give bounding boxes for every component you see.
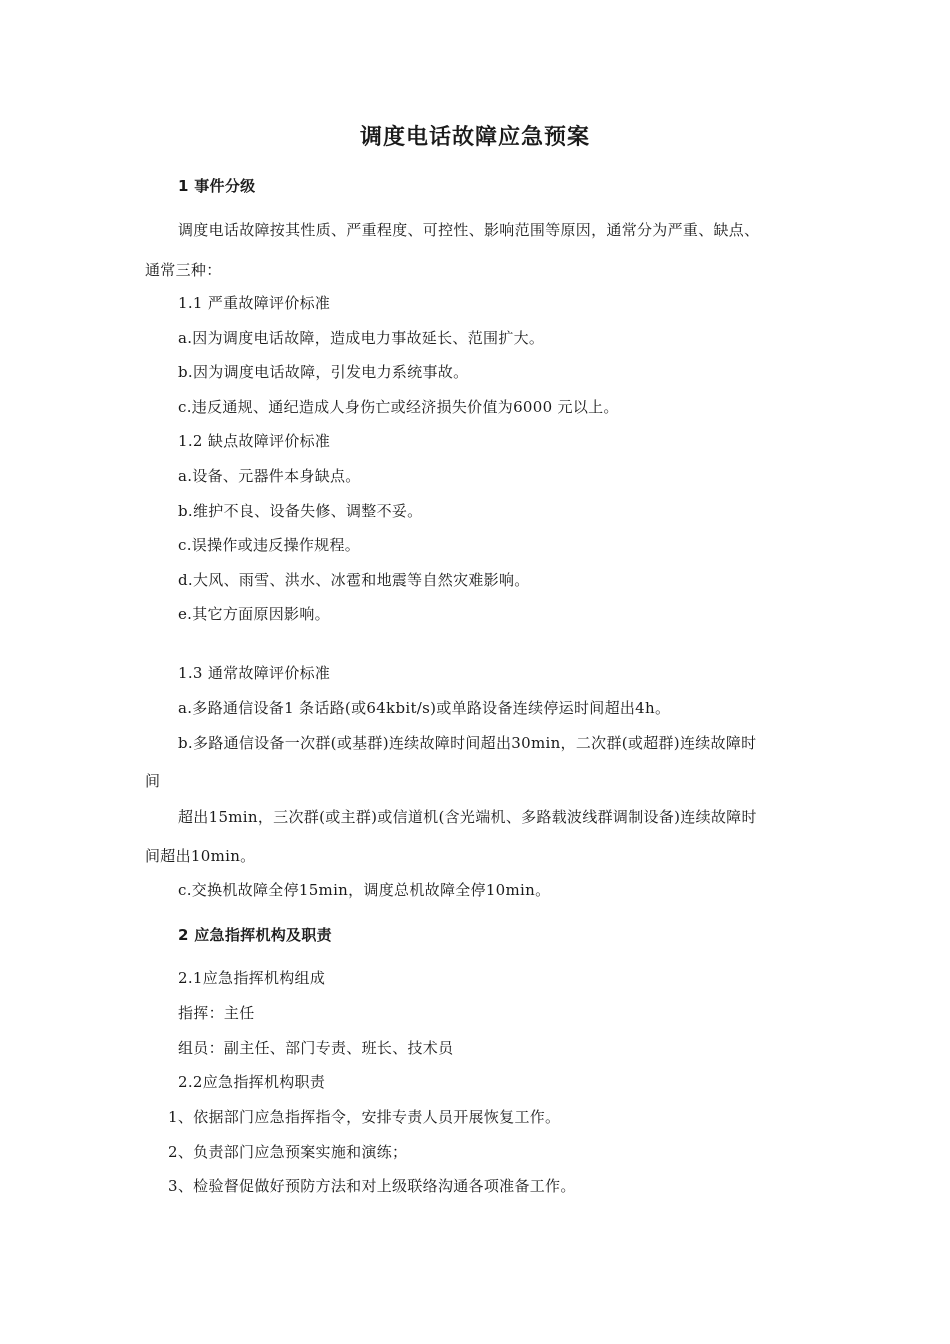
subsection-1-2-heading: 1.2 缺点故障评价标准 (178, 432, 331, 450)
list-item: c.误操作或违反操作规程。 (178, 536, 361, 554)
subsection-2-2-heading: 2.2应急指挥机构职责 (178, 1073, 326, 1091)
list-item: a.多路通信设备1 条话路(或64kbit/s)或单路设备连续停运时间超出4h。 (178, 699, 671, 717)
list-item: d.大风、雨雪、洪水、冰雹和地震等自然灾难影响。 (178, 571, 530, 589)
list-item-b-line-2: 间 (145, 772, 161, 790)
document-title: 调度电话故障应急预案 (359, 125, 590, 150)
subsection-1-3-heading: 1.3 通常故障评价标准 (178, 664, 331, 682)
section-1-intro-line-1: 调度电话故障按其性质、严重程度、可控性、影响范围等原因，通常分为严重、缺点、 (178, 221, 760, 239)
list-item: e.其它方面原因影响。 (178, 605, 330, 623)
list-item: b.维护不良、设备失修、调整不妥。 (178, 502, 423, 520)
list-item-b-line-4: 间超出10min。 (145, 847, 256, 865)
commander-line: 指挥：主任 (178, 1004, 255, 1022)
section-1-intro-line-2: 通常三种： (145, 261, 222, 279)
subsection-2-1-heading: 2.1应急指挥机构组成 (178, 969, 326, 987)
subsection-1-1-heading: 1.1 严重故障评价标准 (178, 294, 331, 312)
list-item: b.因为调度电话故障，引发电力系统事故。 (178, 363, 469, 381)
members-line: 组员：副主任、部门专责、班长、技术员 (178, 1039, 454, 1057)
section-1-heading: 1 事件分级 (178, 177, 256, 195)
list-item: 3、检验督促做好预防方法和对上级联络沟通各项准备工作。 (168, 1177, 576, 1195)
list-item: a.因为调度电话故障，造成电力事故延长、范围扩大。 (178, 329, 545, 347)
list-item: 1、依据部门应急指挥指令，安排专责人员开展恢复工作。 (168, 1108, 561, 1126)
list-item: 2、负责部门应急预案实施和演练； (168, 1143, 408, 1161)
list-item-b-line-1: b.多路通信设备一次群(或基群)连续故障时间超出30min，二次群(或超群)连续故障时 (178, 734, 757, 752)
list-item: c.违反通规、通纪造成人身伤亡或经济损失价值为6000 元以上。 (178, 398, 619, 416)
list-item: a.设备、元器件本身缺点。 (178, 467, 361, 485)
section-2-heading: 2 应急指挥机构及职责 (178, 926, 332, 944)
list-item: c.交换机故障全停15min，调度总机故障全停10min。 (178, 881, 551, 899)
list-item-b-line-3: 超出15min，三次群(或主群)或信道机(含光端机、多路载波线群调制设备)连续故障时 (178, 808, 757, 826)
